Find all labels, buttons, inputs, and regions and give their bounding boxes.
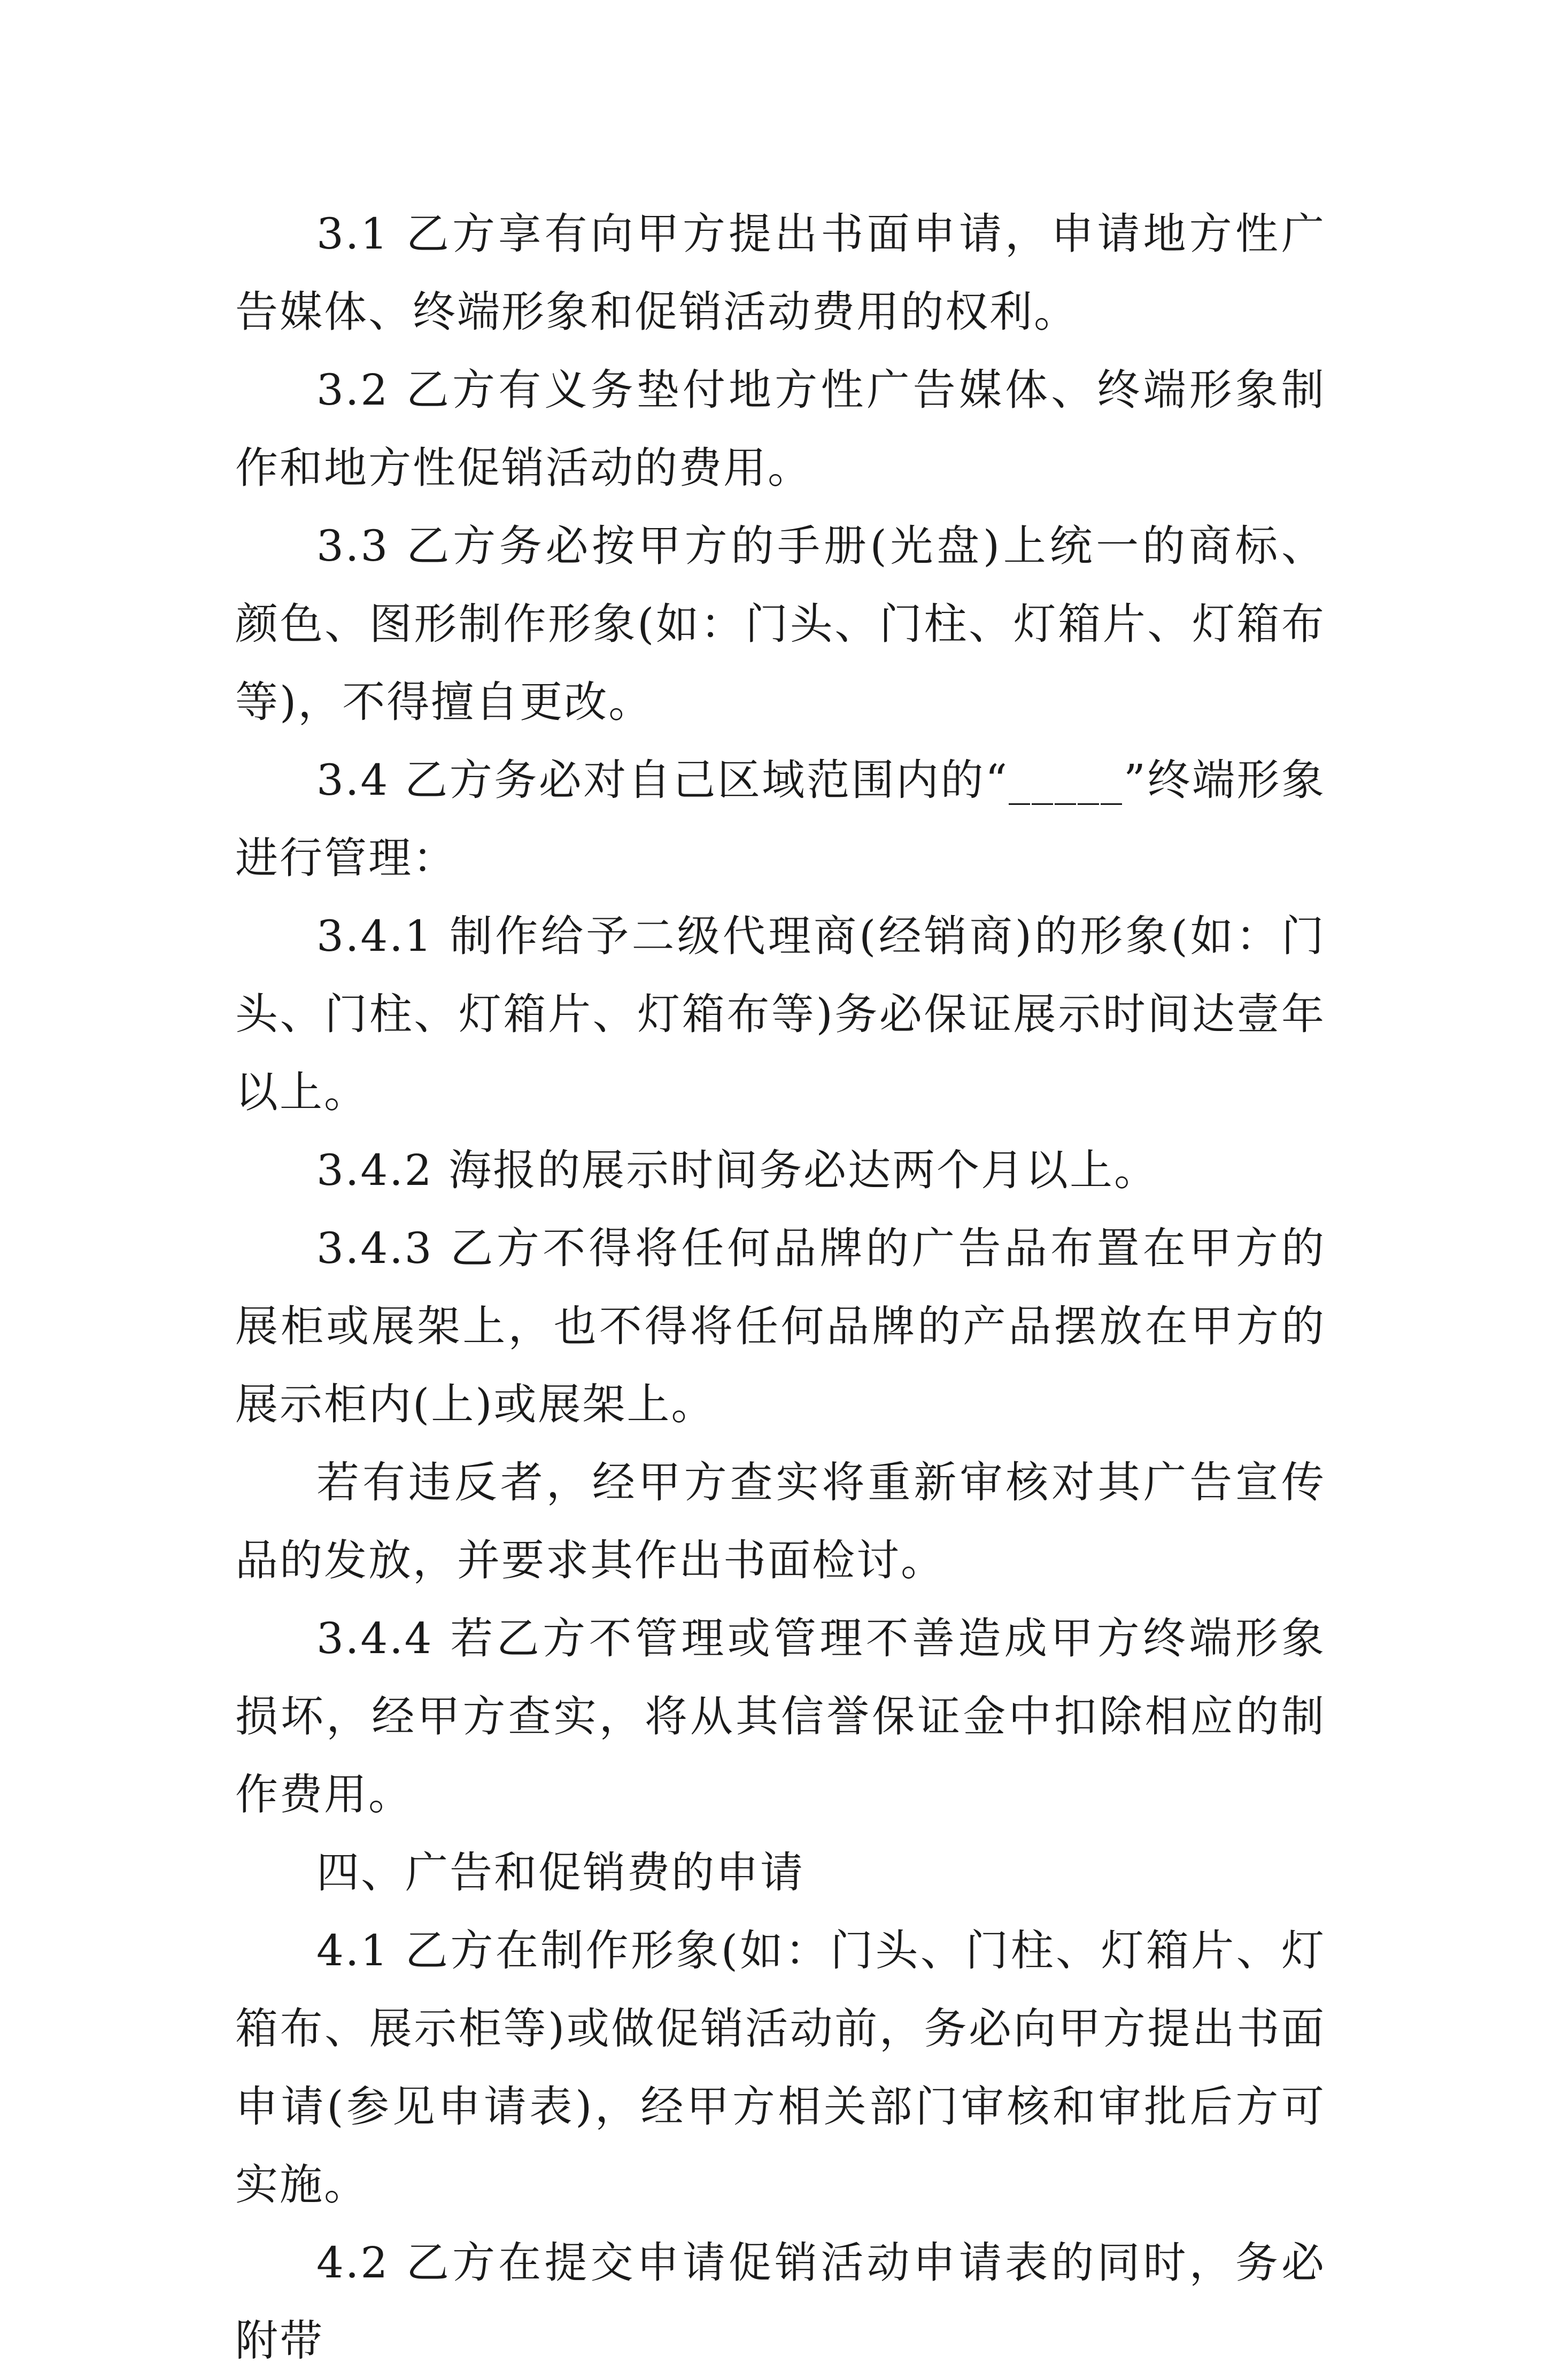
- paragraph-3-4: 3.4 乙方务必对自己区域范围内的“_____”终端形象进行管理：: [235, 755, 1326, 883]
- paragraph-3-4-1: 3.4.1 制作给予二级代理商(经销商)的形象(如：门头、门柱、灯箱片、灯箱布等)务必保证展示时间达壹年以上。: [235, 911, 1326, 1117]
- paragraph-3-2: 3.2 乙方有义务垫付地方性广告媒体、终端形象制作和地方性促销活动的费用。: [235, 365, 1326, 493]
- document-body: [235, 195, 1326, 2380]
- paragraph-3-3: 3.3 乙方务必按甲方的手册(光盘)上统一的商标、颜色、图形制作形象(如：门头、门柱、灯箱片、灯箱布等)，不得擅自更改。: [235, 521, 1326, 727]
- paragraph-3-1: 3.1 乙方享有向甲方提出书面申请，申请地方性广告媒体、终端形象和促销活动费用的权利。: [235, 209, 1326, 337]
- paragraph-3-4-3: 3.4.3 乙方不得将任何品牌的广告品布置在甲方的展柜或展架上，也不得将任何品牌的产品摆放在甲方的展示柜内(上)或展架上。: [235, 1223, 1326, 1429]
- section-heading-4: 四、广告和促销费的申请: [316, 1848, 805, 1897]
- paragraph-4-2: 4.2 乙方在提交申请促销活动申请表的同时，务必附带: [235, 2238, 1326, 2366]
- paragraph-violation-note: 若有违反者，经甲方查实将重新审核对其广告宣传品的发放，并要求其作出书面检讨。: [235, 1458, 1326, 1585]
- paragraph-4-1: 4.1 乙方在制作形象(如：门头、门柱、灯箱片、灯箱布、展示柜等)或做促销活动前，务必向甲方提出书面申请(参见申请表)，经甲方相关部门审核和审批后方可实施。: [235, 1926, 1326, 2210]
- paragraph-3-4-2: 3.4.2 海报的展示时间务必达两个月以上。: [316, 1145, 1158, 1195]
- paragraph-3-4-4: 3.4.4 若乙方不管理或管理不善造成甲方终端形象损坏，经甲方查实，将从其信誉保证金中扣除相应的制作费用。: [235, 1614, 1326, 1819]
